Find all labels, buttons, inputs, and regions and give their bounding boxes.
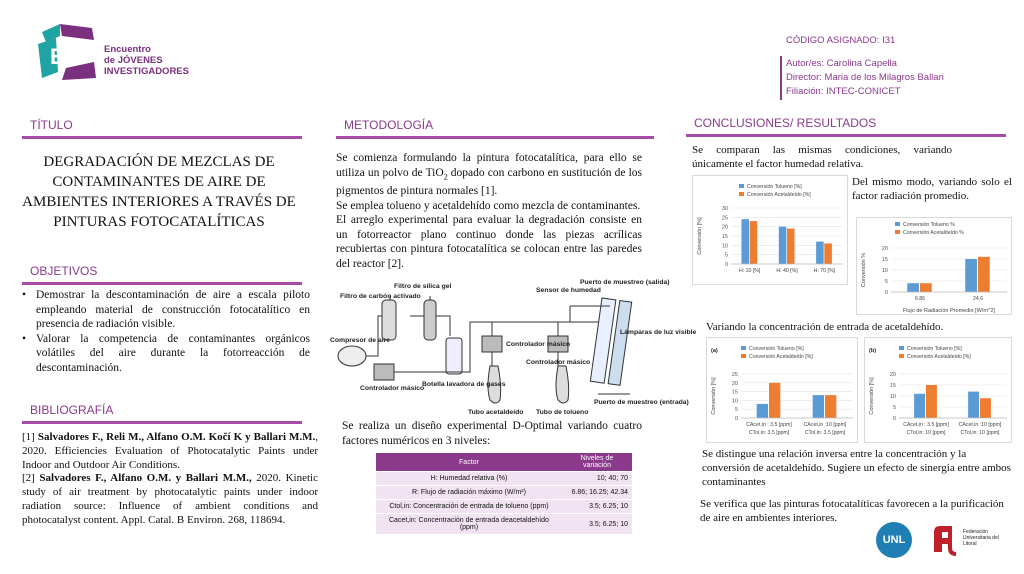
reference-1: [1] Salvadores F., Reli M., Alfano O.M. Kočí K y Ballari M.M., 2020. Efficiencies Evaluation of Photocatalytic Paints under Indoor and Outdoor Air Conditions. xyxy=(22,431,319,471)
y-tick-label: 10 xyxy=(889,394,896,400)
bar xyxy=(825,395,836,418)
y-tick-label: 0 xyxy=(884,290,888,296)
y-tick-label: 0 xyxy=(892,416,896,422)
legend-label: Conversión Acetaldeído % xyxy=(903,230,964,236)
legend-label: Conversión Acetaldeído [%] xyxy=(907,354,971,360)
label-filtro-silica: Filtro de sílica gel xyxy=(394,283,452,290)
label-controlador-1: Controlador másico xyxy=(360,385,425,392)
metodologia-text xyxy=(336,151,642,271)
chart-acet-a-svg xyxy=(707,338,859,444)
x-tick-label: CTol,in: 10 [ppm] xyxy=(906,430,946,436)
titulo-heading: TÍTULO xyxy=(30,118,73,132)
bibliografia-heading: BIBLIOGRAFÍA xyxy=(30,403,114,417)
metodologia-p3: El arreglo experimental para evaluar la degradación consiste en un fotorreactor plano continuo donde las piezas acrílicas recubiertas con pintura fotocatalítica se colocan entre las paredes del reactor [2]. xyxy=(336,214,642,270)
conclusiones-heading: CONCLUSIONES/ RESULTADOS xyxy=(694,116,877,130)
fue-text: Federación Universitaria del Litoral xyxy=(963,529,999,547)
reference-2: [2] Salvadores F., Alfano O.M. y Ballari M.M., 2020. Kinetic study of air treatment by photocatalytic paints under indoor radiation source: Influence of ambient conditions and photocatalyst content. Appl. Catal. B Environ. 268, 118694. xyxy=(22,472,318,526)
logo-letters: EJI xyxy=(50,44,84,69)
label-lamparas: Lámparas de luz visible xyxy=(620,329,697,336)
y-tick-label: 5 xyxy=(892,405,896,411)
chart-radiacion-svg xyxy=(857,218,1013,316)
legend-label: Conversión Tolueno [%] xyxy=(749,346,804,352)
legend-swatch xyxy=(739,192,744,196)
logo-wordmark xyxy=(104,44,189,77)
y-tick-label: 25 xyxy=(731,372,738,378)
y-tick-label: 5 xyxy=(884,279,888,285)
y-tick-label: 25 xyxy=(721,215,728,222)
bar xyxy=(920,283,932,292)
legend-swatch xyxy=(741,354,746,358)
bar xyxy=(816,242,824,264)
y-axis-label: Conversión % xyxy=(861,252,867,288)
label-tubo-tol: Tubo de tolueno xyxy=(536,409,589,416)
conclusiones-p1: Se comparan las mismas condiciones, variando únicamente el factor humedad relativa. xyxy=(692,144,952,170)
chart-humedad-svg xyxy=(693,176,849,286)
y-tick-label: 20 xyxy=(881,246,888,252)
bar xyxy=(813,395,824,418)
metodologia-p1: Se comienza formulando la pintura fotocatalítica, para ello se utiliza un polvo de TiO$_2$ dopado con carbono en sustitución de los pigmentos de pintura normales [1]. xyxy=(336,152,642,198)
label-filtro-carbon: Filtro de carbón activado xyxy=(340,293,421,300)
y-tick-label: 0 xyxy=(724,262,728,268)
table-row: H: Humedad relativa (%) 10; 40; 70 xyxy=(376,472,632,486)
bullet-icon: • xyxy=(22,289,27,301)
legend-swatch xyxy=(899,354,904,358)
bar xyxy=(968,392,979,418)
x-tick-label: CTol,in: 3.5 [ppm] xyxy=(804,430,846,436)
panel-label: (b) xyxy=(869,348,877,354)
table-row: Cacet,in: Concentración de entrada deacetaldehído (ppm) 3.5; 6.25; 10 xyxy=(376,514,632,535)
y-tick-label: 15 xyxy=(881,257,888,263)
table-row: Ctol,in: Concentración de entrada de tolueno (ppm) 3.5; 6.25; 10 xyxy=(376,500,632,514)
metodologia-p4: Se realiza un diseño experimental D-Optimal variando cuatro factores numéricos en 3 niveles: xyxy=(342,420,642,447)
legend-swatch xyxy=(741,346,746,350)
label-controlador-2: Controlador másico xyxy=(506,341,571,348)
y-tick-label: 10 xyxy=(721,243,728,250)
bar xyxy=(741,219,749,264)
bar xyxy=(750,221,758,264)
table-header-row xyxy=(376,453,632,472)
y-tick-label: 30 xyxy=(721,206,728,212)
x-tick-label: 6.86 xyxy=(914,296,926,302)
x-tick-label: H: 40 [%] xyxy=(776,268,798,274)
table-header-levels: Niveles de variación xyxy=(562,453,632,472)
x-tick-label: CAcet,in :10 [ppm] xyxy=(958,422,1002,428)
objetivos-heading: OBJETIVOS xyxy=(30,264,98,278)
label-sensor: Sensor de humedad xyxy=(536,287,601,294)
y-axis-label: Conversión [%] xyxy=(869,377,875,415)
bar xyxy=(824,243,832,264)
chart-radiacion xyxy=(856,217,1012,315)
x-tick-label: CTol,in: 3.5 [ppm] xyxy=(748,430,790,436)
bar xyxy=(980,398,991,418)
y-tick-label: 15 xyxy=(721,234,728,240)
label-botella: Botella lavadora de gases xyxy=(422,381,506,388)
x-tick-label: CAcet,in : 3.5 [ppm] xyxy=(903,422,949,428)
y-axis-label: Conversión [%] xyxy=(697,217,703,255)
y-tick-label: 10 xyxy=(881,268,888,274)
conclusiones-underline xyxy=(686,134,1006,137)
label-puerto-entrada: Puerto de muestreo (entrada) xyxy=(594,399,689,406)
metodologia-underline xyxy=(336,136,654,139)
bar xyxy=(757,404,768,418)
bar xyxy=(965,259,977,292)
bar xyxy=(907,283,919,292)
chart-acet-a xyxy=(706,337,858,443)
table-row: R: Flujo de radiación máximo (W/m²) 6.86; 16.25; 42.34 xyxy=(376,486,632,500)
eji-logo xyxy=(36,22,98,82)
bibliografia-underline xyxy=(22,421,302,424)
y-axis-label: Conversión [%] xyxy=(711,377,717,415)
unl-logo: UNL xyxy=(876,522,912,558)
label-compresor: Compresor de aire xyxy=(330,337,391,344)
legend-swatch xyxy=(895,222,900,226)
legend-swatch xyxy=(895,230,900,234)
logo-line-1: Encuentro xyxy=(104,44,151,55)
fue-emblem xyxy=(926,522,962,558)
assigned-code: CÓDIGO ASIGNADO: I31 xyxy=(786,35,896,46)
bibliografia-list xyxy=(22,431,318,528)
x-tick-label: H: 10 [%] xyxy=(738,268,761,274)
objetivo-item: • Valorar la competencia de contaminantes orgánicos volátiles del aire durante la fotorreacción de descontaminación. xyxy=(22,332,310,374)
legend-label: Conversión Tolueno [%] xyxy=(907,346,962,352)
y-tick-label: 20 xyxy=(889,372,896,378)
titulo-underline xyxy=(22,136,302,139)
legend-label: Conversión Acetaldeído [%] xyxy=(749,354,813,360)
bar xyxy=(787,229,795,264)
poster-header-info xyxy=(786,34,944,99)
bar xyxy=(926,385,937,418)
x-tick-label: 24.6 xyxy=(972,296,984,302)
chart-acet-b-svg xyxy=(865,338,1013,444)
bar xyxy=(769,383,780,418)
conclusiones-p4: Se distingue una relación inversa entre la concentración y la conversión de acetaldehído. Sugiere un efecto de sinergia entre ambos contaminantes xyxy=(702,448,1011,488)
y-tick-label: 0 xyxy=(734,416,738,422)
panel-label: (a) xyxy=(711,348,718,354)
legend-label: Conversión Acetaldeído [%] xyxy=(747,192,811,198)
y-tick-label: 15 xyxy=(731,389,738,396)
label-tubo-acet: Tubo acetaldeído xyxy=(468,409,524,416)
logo-line-3: INVESTIGADORES xyxy=(104,66,189,77)
metodologia-p2: Se emplea tolueno y acetaldehído como mezcla de contaminantes. xyxy=(336,199,641,212)
y-tick-label: 15 xyxy=(889,383,896,389)
bar xyxy=(914,394,925,418)
y-tick-label: 5 xyxy=(724,252,728,259)
conclusiones-p2: Del mismo modo, variando solo el factor radiación promedio. xyxy=(852,176,1012,202)
conclusiones-p5: Se verifica que las pinturas fotocatalíticas favorecen a la purificación de aire en ambientes interiores. xyxy=(700,498,1004,524)
x-axis-label: Flujo de Radiación Promedio [W/m^2] xyxy=(902,308,996,314)
y-tick-label: 20 xyxy=(721,224,728,231)
legend-label: Conversión Tolueno [%] xyxy=(747,184,802,190)
table-header-factor: Factor xyxy=(376,453,562,472)
metodologia-heading: METODOLOGÍA xyxy=(344,118,434,132)
legend-swatch xyxy=(899,346,904,350)
x-tick-label: CAcet,in : 3.5 [ppm] xyxy=(746,422,792,428)
x-tick-label: H: 70 [%] xyxy=(813,268,836,274)
y-tick-label: 5 xyxy=(734,407,738,414)
poster-title: DEGRADACIÓN DE MEZCLAS DE CONTAMINANTES DE AIRE DE AMBIENTES INTERIORES A TRAVÉS DE PINTURAS FOTOCATALÍTICAS xyxy=(22,154,296,230)
reactor-diagram xyxy=(330,276,697,418)
svg-text:Filtro de carbón activado xyxy=(340,293,421,300)
objetivos-underline xyxy=(22,282,302,285)
logo-line-2: de JÓVENES xyxy=(104,55,163,66)
legend-swatch xyxy=(739,184,744,188)
header-divider xyxy=(780,56,782,100)
factor-table xyxy=(376,453,632,534)
x-tick-label: CAcet,in :10 [ppm] xyxy=(803,422,847,428)
conclusiones-p3: Variando la concentración de entrada de acetaldehído. xyxy=(706,321,944,333)
director: Director: Maria de los Milagros Ballari xyxy=(786,72,944,83)
objetivo-item: • Demostrar la descontaminación de aire a escala piloto empleando material de construcción fotocatalítico en presencia de radiación visible. xyxy=(22,289,310,330)
chart-humedad xyxy=(692,175,848,285)
authors: Autor/es: Carolina Capella xyxy=(786,58,897,69)
label-puerto-salida: Puerto de muestreo (salida) xyxy=(580,279,670,286)
bullet-icon: • xyxy=(22,332,27,345)
y-tick-label: 10 xyxy=(731,398,738,405)
objetivos-list xyxy=(22,288,310,375)
chart-acet-b xyxy=(864,337,1012,443)
label-controlador-3: Controlador másico xyxy=(526,359,591,366)
bar xyxy=(779,227,787,264)
bar xyxy=(978,257,990,292)
x-tick-label: CTol,in: 10 [ppm] xyxy=(960,430,1000,436)
y-tick-label: 20 xyxy=(731,380,738,387)
legend-label: Conversión Tolueno % xyxy=(903,222,955,228)
affiliation: Filiación: INTEC-CONICET xyxy=(786,86,901,97)
